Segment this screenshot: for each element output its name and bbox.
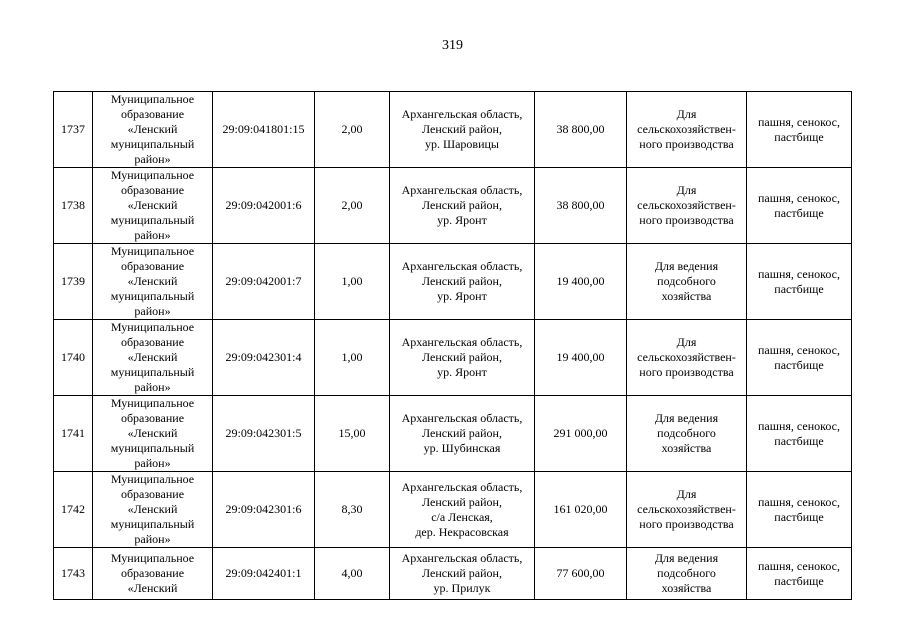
- cadastral-number-cell: 29:09:041801:15: [213, 92, 315, 168]
- table-row: [54, 244, 852, 320]
- table-row: [54, 472, 852, 548]
- land-use-cell: пашня, сенокос, пастбище: [747, 92, 852, 168]
- owner-cell: Муниципальное образование «Ленский муниципальный район»: [93, 320, 213, 396]
- price-cell: 77 600,00: [535, 548, 627, 600]
- area-cell: 2,00: [315, 168, 390, 244]
- price-cell: 19 400,00: [535, 244, 627, 320]
- cadastral-number-cell: 29:09:042001:6: [213, 168, 315, 244]
- owner-cell: Муниципальное образование «Ленский: [93, 548, 213, 600]
- area-cell: 2,00: [315, 92, 390, 168]
- table-row: [54, 396, 852, 472]
- cadastral-number-cell: 29:09:042301:6: [213, 472, 315, 548]
- row-number-cell: 1742: [54, 472, 93, 548]
- address-cell: Архангельская область, Ленский район, ур. Яронт: [390, 168, 535, 244]
- price-cell: 19 400,00: [535, 320, 627, 396]
- cadastral-number-cell: 29:09:042401:1: [213, 548, 315, 600]
- area-cell: 4,00: [315, 548, 390, 600]
- address-cell: Архангельская область, Ленский район, ур. Шаровицы: [390, 92, 535, 168]
- land-use-cell: пашня, сенокос, пастбище: [747, 472, 852, 548]
- owner-cell: Муниципальное образование «Ленский муниципальный район»: [93, 396, 213, 472]
- cadastral-number-cell: 29:09:042301:4: [213, 320, 315, 396]
- area-cell: 15,00: [315, 396, 390, 472]
- owner-cell: Муниципальное образование «Ленский муниципальный район»: [93, 472, 213, 548]
- land-use-cell: пашня, сенокос, пастбище: [747, 396, 852, 472]
- purpose-cell: Для ведения подсобного хозяйства: [627, 396, 747, 472]
- address-cell: Архангельская область, Ленский район, ур. Шубинская: [390, 396, 535, 472]
- land-use-cell: пашня, сенокос, пастбище: [747, 168, 852, 244]
- address-cell: Архангельская область, Ленский район, ур. Прилук: [390, 548, 535, 600]
- price-cell: 291 000,00: [535, 396, 627, 472]
- area-cell: 1,00: [315, 320, 390, 396]
- purpose-cell: Для сельскохозяйствен- ного производства: [627, 320, 747, 396]
- row-number-cell: 1737: [54, 92, 93, 168]
- purpose-cell: Для сельскохозяйствен- ного производства: [627, 168, 747, 244]
- page-number: 319: [442, 38, 463, 53]
- land-use-cell: пашня, сенокос, пастбище: [747, 320, 852, 396]
- row-number-cell: 1738: [54, 168, 93, 244]
- address-cell: Архангельская область, Ленский район, ур. Яронт: [390, 320, 535, 396]
- purpose-cell: Для ведения подсобного хозяйства: [627, 548, 747, 600]
- cadastral-number-cell: 29:09:042001:7: [213, 244, 315, 320]
- row-number-cell: 1741: [54, 396, 93, 472]
- area-cell: 8,30: [315, 472, 390, 548]
- table-row: [54, 320, 852, 396]
- purpose-cell: Для сельскохозяйствен- ного производства: [627, 92, 747, 168]
- table-row: [54, 168, 852, 244]
- table-row: [54, 548, 852, 600]
- address-cell: Архангельская область, Ленский район, ур. Яронт: [390, 244, 535, 320]
- table-row: [54, 92, 852, 168]
- price-cell: 38 800,00: [535, 92, 627, 168]
- cadastral-number-cell: 29:09:042301:5: [213, 396, 315, 472]
- land-registry-table: [53, 91, 852, 600]
- owner-cell: Муниципальное образование «Ленский муниципальный район»: [93, 244, 213, 320]
- price-cell: 161 020,00: [535, 472, 627, 548]
- price-cell: 38 800,00: [535, 168, 627, 244]
- purpose-cell: Для сельскохозяйствен- ного производства: [627, 472, 747, 548]
- owner-cell: Муниципальное образование «Ленский муниципальный район»: [93, 168, 213, 244]
- address-cell: Архангельская область, Ленский район, с/а Ленская, дер. Некрасовская: [390, 472, 535, 548]
- row-number-cell: 1743: [54, 548, 93, 600]
- row-number-cell: 1740: [54, 320, 93, 396]
- purpose-cell: Для ведения подсобного хозяйства: [627, 244, 747, 320]
- owner-cell: Муниципальное образование «Ленский муниципальный район»: [93, 92, 213, 168]
- land-use-cell: пашня, сенокос, пастбище: [747, 548, 852, 600]
- land-use-cell: пашня, сенокос, пастбище: [747, 244, 852, 320]
- row-number-cell: 1739: [54, 244, 93, 320]
- area-cell: 1,00: [315, 244, 390, 320]
